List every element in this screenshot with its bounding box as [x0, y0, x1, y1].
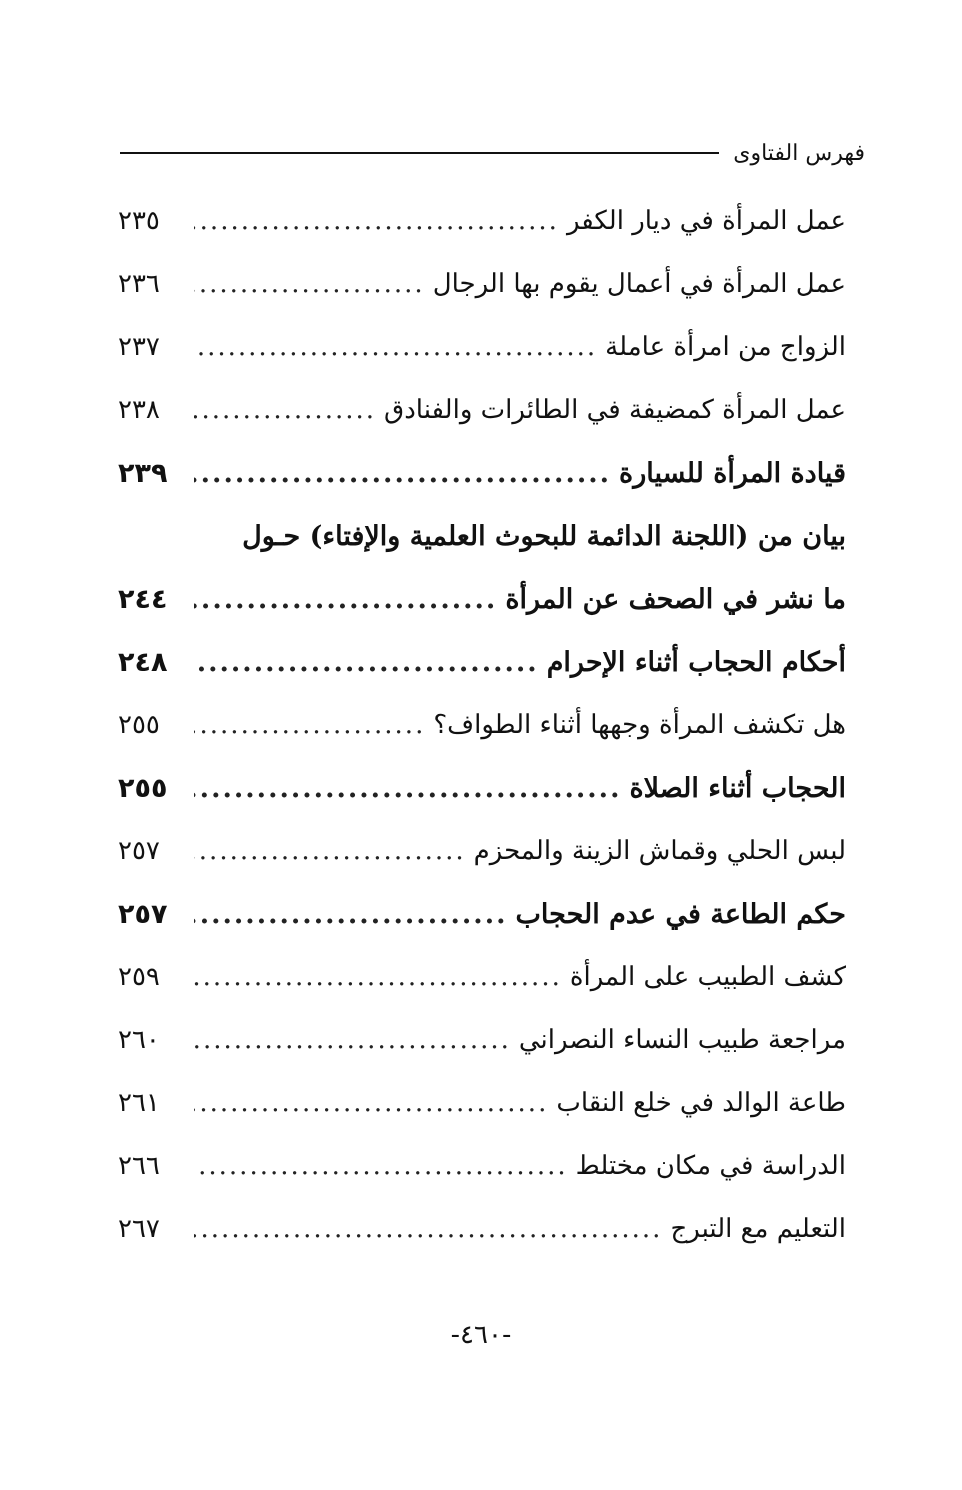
- index-entry: [118, 757, 846, 820]
- running-header: [120, 128, 865, 178]
- entry-title: الزواج من امرأة عاملة: [605, 332, 846, 362]
- entry-page-number: ٢٥٩: [118, 962, 160, 992]
- leader-dots: [194, 820, 466, 883]
- entry-title: قيادة المرأة للسيارة: [619, 458, 846, 489]
- entry-page-number: ٢٦٦: [118, 1151, 160, 1181]
- index-entry: [118, 883, 846, 946]
- entry-title: ما نشر في الصحف عن المرأة: [505, 584, 846, 615]
- entry-page-number: ٢٦٠: [118, 1025, 160, 1055]
- entry-page-number: ٢٦١: [118, 1088, 160, 1118]
- leader-dots: [194, 568, 497, 631]
- leader-dots: [194, 1135, 568, 1198]
- leader-dots: [194, 694, 425, 757]
- index-entry: [118, 253, 846, 316]
- entry-page-number: ٢٣٧: [118, 332, 160, 362]
- page-number: -٤٦٠-: [450, 1320, 512, 1350]
- entry-page-number: ٢٣٥: [118, 206, 160, 236]
- entry-title: عمل المرأة كمضيفة في الطائرات والفنادق: [384, 395, 846, 425]
- entry-title: لبس الحلي وقماش الزينة والمحزم: [473, 836, 846, 866]
- entry-page-number: ٢٤٤: [118, 584, 168, 615]
- leader-dots: [194, 946, 562, 1009]
- entry-title: بيان من (اللجنة الدائمة للبحوث العلمية والإفتاء) حـول: [242, 521, 846, 552]
- entry-title: عمل المرأة في أعمال يقوم بها الرجال: [432, 269, 846, 299]
- entry-title: كشف الطبيب على المرأة: [569, 962, 846, 992]
- entry-page-number: ٢٦٧: [118, 1214, 160, 1244]
- leader-dots: [194, 379, 376, 442]
- leader-dots: [194, 442, 611, 505]
- entry-page-number: ٢٤٨: [118, 647, 168, 678]
- index-entry: [118, 631, 846, 694]
- index-entry: [118, 379, 846, 442]
- index-entry: [118, 694, 846, 757]
- leader-dots: [194, 883, 508, 946]
- header-rule: [120, 152, 719, 154]
- index-entry: [118, 1135, 846, 1198]
- entry-title: الحجاب أثناء الصلاة: [629, 773, 846, 804]
- entry-page-number: ٢٥٥: [118, 710, 160, 740]
- entry-title: أحكام الحجاب أثناء الإحرام: [546, 647, 846, 678]
- leader-dots: [194, 1198, 662, 1261]
- header-title: فهرس الفتاوى: [733, 140, 865, 166]
- index-entry: [118, 1198, 846, 1261]
- leader-dots: [194, 1009, 511, 1072]
- index-entry: [118, 190, 846, 253]
- entry-title: طاعة الوالد في خلع النقاب: [556, 1088, 846, 1118]
- index-entry: [118, 442, 846, 505]
- entry-page-number: ٢٣٨: [118, 395, 160, 425]
- leader-dots: [194, 316, 597, 379]
- entry-page-number: ٢٣٦: [118, 269, 160, 299]
- entry-page-number: ٢٥٧: [118, 899, 168, 930]
- leader-dots: [194, 253, 425, 316]
- entry-title: حكم الطاعة في عدم الحجاب: [515, 899, 846, 930]
- entry-title: الدراسة في مكان مختلط: [575, 1151, 846, 1181]
- index-entry: [118, 505, 846, 568]
- index-entry: [118, 1072, 846, 1135]
- entry-page-number: ٢٥٥: [118, 773, 168, 804]
- index-entry: [118, 316, 846, 379]
- index-entry: [118, 820, 846, 883]
- leader-dots: [194, 190, 559, 253]
- fatwa-index-list: [118, 190, 846, 1261]
- index-entry: [118, 1009, 846, 1072]
- index-entry: [118, 946, 846, 1009]
- entry-page-number: ٢٥٧: [118, 836, 160, 866]
- entry-page-number: ٢٣٩: [118, 458, 168, 489]
- index-entry: [118, 568, 846, 631]
- entry-title: هل تكشف المرأة وجهها أثناء الطواف؟: [433, 710, 846, 740]
- leader-dots: [194, 1072, 548, 1135]
- entry-title: التعليم مع التبرج: [670, 1214, 846, 1244]
- entry-title: مراجعة طبيب النساء النصراني: [518, 1025, 846, 1055]
- entry-title: عمل المرأة في ديار الكفر: [566, 206, 846, 236]
- leader-dots: [194, 757, 621, 820]
- leader-dots: [194, 631, 539, 694]
